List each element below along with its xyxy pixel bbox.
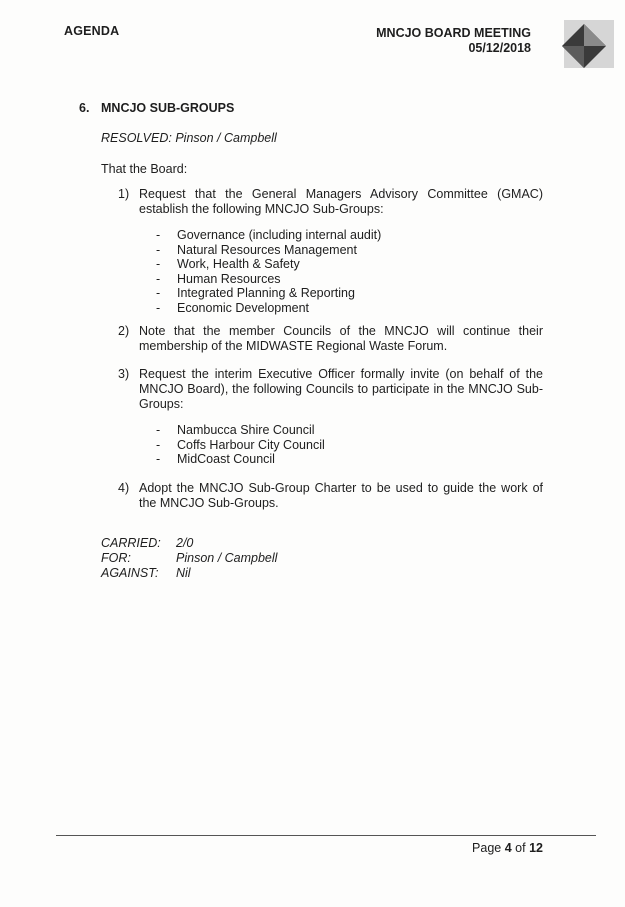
item-number: 3): [118, 367, 130, 381]
item-text: Request that the General Managers Advisory Committee (GMAC) establish the following MNCJO Sub-Groups:: [139, 187, 543, 216]
header-agenda-label: AGENDA: [64, 24, 120, 38]
current-page: 4: [504, 841, 512, 855]
resolved-line: RESOLVED: Pinson / Campbell: [101, 131, 277, 145]
list-item: - Human Resources: [156, 271, 281, 286]
list-item: - Governance (including internal audit): [156, 228, 382, 242]
item-number: 4): [118, 481, 130, 495]
section-number: 6.: [79, 101, 90, 115]
intro-line: That the Board:: [101, 162, 188, 176]
vote-record: [101, 536, 277, 581]
resolution-item-1: [118, 187, 543, 217]
list-item: - Coffs Harbour City Council: [156, 437, 325, 452]
meeting-date: 05/12/2018: [468, 41, 531, 55]
item-text: Request the interim Executive Officer formally invite (on behalf of the MNCJO Board), the following Councils to participate in the MNCJO Sub-Groups:: [139, 367, 543, 411]
for-value: Pinson / Campbell: [176, 551, 278, 565]
diamond-logo-icon: [556, 20, 614, 68]
footer-divider: [56, 835, 596, 836]
against-label: AGAINST:: [101, 566, 159, 580]
list-item: - MidCoast Council: [156, 452, 275, 467]
item-text: Adopt the MNCJO Sub-Group Charter to be used to guide the work of the MNCJO Sub-Groups.: [139, 481, 543, 510]
item-text: Note that the member Councils of the MNCJO will continue their membership of the MIDWASTE Regional Waste Forum.: [139, 324, 543, 353]
resolution-item-2: [118, 324, 543, 354]
carried-value: 2/0: [176, 536, 194, 550]
carried-label: CARRIED:: [101, 536, 161, 550]
resolution-item-4: [118, 481, 543, 511]
list-item: - Work, Health & Safety: [156, 257, 300, 272]
total-pages: 12: [529, 841, 543, 855]
item-number: 1): [118, 187, 130, 201]
list-item: - Nambucca Shire Council: [156, 423, 315, 437]
list-item: - Integrated Planning & Reporting: [156, 286, 355, 301]
list-item: - Natural Resources Management: [156, 242, 357, 257]
section-title: MNCJO SUB-GROUPS: [101, 101, 235, 115]
for-label: FOR:: [101, 551, 131, 565]
list-item: - Economic Development: [156, 300, 310, 315]
resolution-item-3: [118, 367, 543, 412]
section-heading: [79, 101, 234, 115]
council-list: [156, 423, 325, 467]
page-number: Page 4 of 12: [472, 841, 543, 855]
meeting-title: MNCJO BOARD MEETING: [376, 26, 531, 40]
item-number: 2): [118, 324, 130, 338]
sub-group-list: [156, 228, 381, 316]
against-value: Nil: [176, 566, 191, 580]
header-meeting-info: [376, 26, 531, 56]
